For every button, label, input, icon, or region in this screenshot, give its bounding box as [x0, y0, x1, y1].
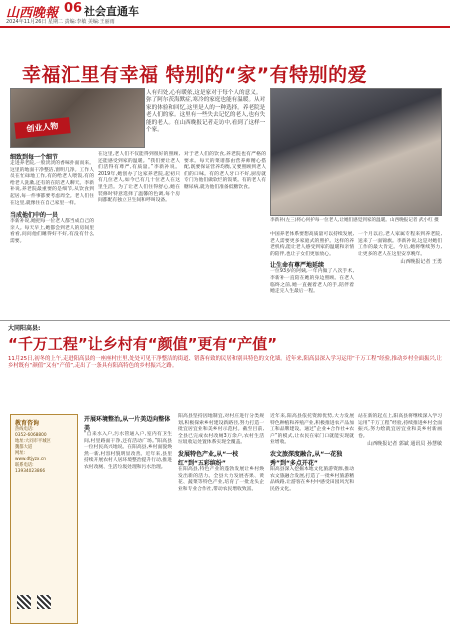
ad-line: www.dtjyzx.cn — [15, 457, 46, 462]
story2-lead: 11月25日,初冬的上午,走进阳高县的一座座村庄里,处处可见干净整洁的街道、错落有致的民居和别具特色的文化墙。近年来,阳高县深入学习运用“千万工程”经验,推动乡村全面振兴,让乡村既有“颜值”又有“产值”,走出了一条具有阳高特色的乡村振兴之路。 — [8, 356, 442, 370]
ad-line: 联系电话: — [15, 463, 34, 468]
qr-code-icon — [37, 595, 51, 609]
story2-column-3 — [270, 414, 354, 493]
ad-line: 热线电话: — [15, 427, 34, 432]
story1-col1-text: 走进养老院,一股淡淡的香味扑面而来。这里的地面干净整洁,窗明几净。工作人员在忙碌地工作,有的给老人喂饭,有的给老人洗漱,还有的在陪老人聊天。李新补说,养老院最重要的是细节,从饮食到起居,每一件事都要考虑周全。老人们住在这里,就像住在自己家里一样。 — [10, 161, 94, 206]
story1-column-1 — [10, 152, 94, 246]
ad-line: 0352-6068800 — [15, 433, 47, 438]
header-rule — [0, 26, 450, 28]
story2-kicker: 大同阳高县: — [8, 325, 41, 332]
page-number: 06 — [64, 1, 83, 16]
story2-headline: “千万工程”让乡村有“颜值”更有“产值” — [8, 335, 278, 353]
story2-subhead-1: 开展环境整治,从一片美迈向整体美 — [84, 416, 171, 432]
story2-column-4 — [358, 414, 442, 447]
education-ad — [10, 414, 78, 624]
story1-col1b-text: 李新补说,她把每一位老人都当成自己的亲人。每天早上,她都会到老人的房间里看看,问问他们睡得好不好,有没有什么需要。 — [10, 219, 94, 244]
qr-code-icon — [17, 595, 31, 609]
story2-col1-text: “自来水入户,污水管通入户,室内有卫生间,村里路面干净,还有活动广场。”阳高县一位村民高兴地说。在阳高县,乡村面貌焕然一新,村容村貌明显改善。近年来,县里持续开展农村人居环境整治提升行动,推进农村改厕、生活垃圾处理和污水治理。 — [84, 432, 172, 470]
story2-col2-text: 阳高县坚持因地制宜,对村庄进行分类规划,积极探索乡村建设新路径,努力打造一批宜居宜业和美乡村示范村。截至目前,全县已完成农村改厕3万余户,农村生活垃圾收运处置体系实现全覆盖。 — [178, 414, 264, 446]
story2-col3b-text: 阳高县深入挖掘本地文化旅游资源,推动农文旅融合发展,打造了一批乡村旅游精品线路,让游客在乡村中感受田园风光和民俗文化。 — [270, 466, 354, 492]
story2-credit: 山西晚报记者 郭斌 通讯员 孙慧敏 — [367, 441, 442, 448]
story1-badge: 创业人物 — [14, 117, 70, 139]
story1-column-4 — [270, 232, 354, 296]
story2-col2b-text: 在阳高县,特色产业的蓬勃发展让乡村焕发出新的活力。全县大力发展杏果、黄花、蔬菜等特色产业,培育了一批龙头企业和专业合作社,带动农民增收致富。 — [178, 466, 264, 492]
story1-subhead-3: 让生命有尊严地延续 — [270, 262, 325, 270]
section-title: 社会直通车 — [84, 5, 139, 18]
story1-photo-caption: 李新补(左三)将心何护每一位老人,让她们感觉到家的温暖。山西晚报记者 武小红 摄 — [270, 218, 439, 223]
story1-intro: 人有归处,心有暖依,这是家对于每个人的意义。弥了阿尔茨海默症,寒冷的家庭也能有温暖。从对家的体验和回忆,这里是人的一种选择。养老院是老人们的家。这里有一些失去记忆的老人,也有失能的老人。在山西晚报记者走访中,看到了这样一个家。 — [146, 90, 266, 134]
story1-column-5 — [358, 232, 442, 265]
story1-subhead-1: 细致到每一个细节 — [10, 154, 59, 161]
story1-photo-left — [10, 88, 145, 148]
story1-credit: 山西晚报记者 王勇 — [400, 259, 442, 266]
story2-col4-text: 站在新的起点上,阳高县将继续深入学习运用“千万工程”经验,持续推进乡村全面振兴,努力绘就宜居宜业和美乡村新画卷。 — [358, 414, 442, 439]
story1-photo-right — [270, 88, 442, 216]
story1-col4b-text: 一位93岁的阿姨,一年内做了八次手术,李新补一直陪在她的身边照顾。在老人临终之前,她一直握着老人的手,陪伴着她走完人生最后一程。 — [270, 269, 354, 295]
story1-col3-text: 对于老人们的饮食,养老院也有严格的要求。每天的菜谱都由营养师精心搭配,既要保证营养均衡,又要照顾到老人们的口味。有的老人牙口不好,厨房就专门为他们做软烂的饭菜。有的老人有糖尿病,就为他们准备低糖饮食。 — [184, 152, 266, 190]
story2-column-2 — [178, 414, 264, 493]
story1-col4-text: 中国养老体系要想高质量可以持续发展,老人需要更多家庭式的照护。这样的养老机构,能让老人感受到家的温暖和亲情的陪伴,也让子女们更加放心。 — [270, 232, 354, 257]
story2-subhead-3: 农文旅深度融合,从“一花独秀”到“多点开花” — [270, 450, 343, 467]
ad-title: 教育咨询 — [15, 420, 40, 427]
story1-col2-text: 在这里,老人们不仅能得到很好的照顾,还能感受到家的温暖。“我们要让老人们活得有尊严,有质量。”李新补说。2019年,她创办了这家养老院,起初只有几位老人,如今已有几十位老人在这里生活。为了让老人们住得舒心,她在装修时特意选择了温馨的色调,每个房间都配有独立卫生间和呼叫设备。 — [98, 152, 180, 204]
issue-meta: 2024年11月26日 星期二 责编:李敏 美编:王丽雨 — [6, 19, 115, 25]
story1-headline: 幸福汇里有幸福 特别的“家”有特别的爱 — [22, 64, 368, 86]
newspaper-logo: 山西晚報 — [6, 6, 59, 21]
story1-col5-text: 一个月以后,老人家属专程来到养老院,送来了一面锦旗。李新补说,这是对她们工作的最大肯定。今后,她将继续努力,让更多的老人在这里安享晚年。 — [358, 232, 442, 257]
story2-column-1 — [84, 414, 172, 472]
ad-line: 13934023866 — [15, 469, 46, 474]
section-divider — [0, 320, 450, 321]
story2-subhead-2: 发展特色产业,从“一枝红”到“五彩缤纷” — [178, 450, 239, 467]
ad-line: 网址: — [15, 451, 26, 456]
ad-line: 魏都大道 — [15, 445, 33, 450]
story1-subhead-2: 当成他们中的一员 — [10, 212, 59, 220]
story2-col3-text: 近年来,阳高县依托资源优势,大力发展特色种植和养殖产业,积极推进农产品加工和品牌建设。通过“企业+合作社+农户”的模式,让农民在家门口就能实现就业增收。 — [270, 414, 354, 446]
ad-line: 地址:大同市平城区 — [15, 439, 51, 444]
